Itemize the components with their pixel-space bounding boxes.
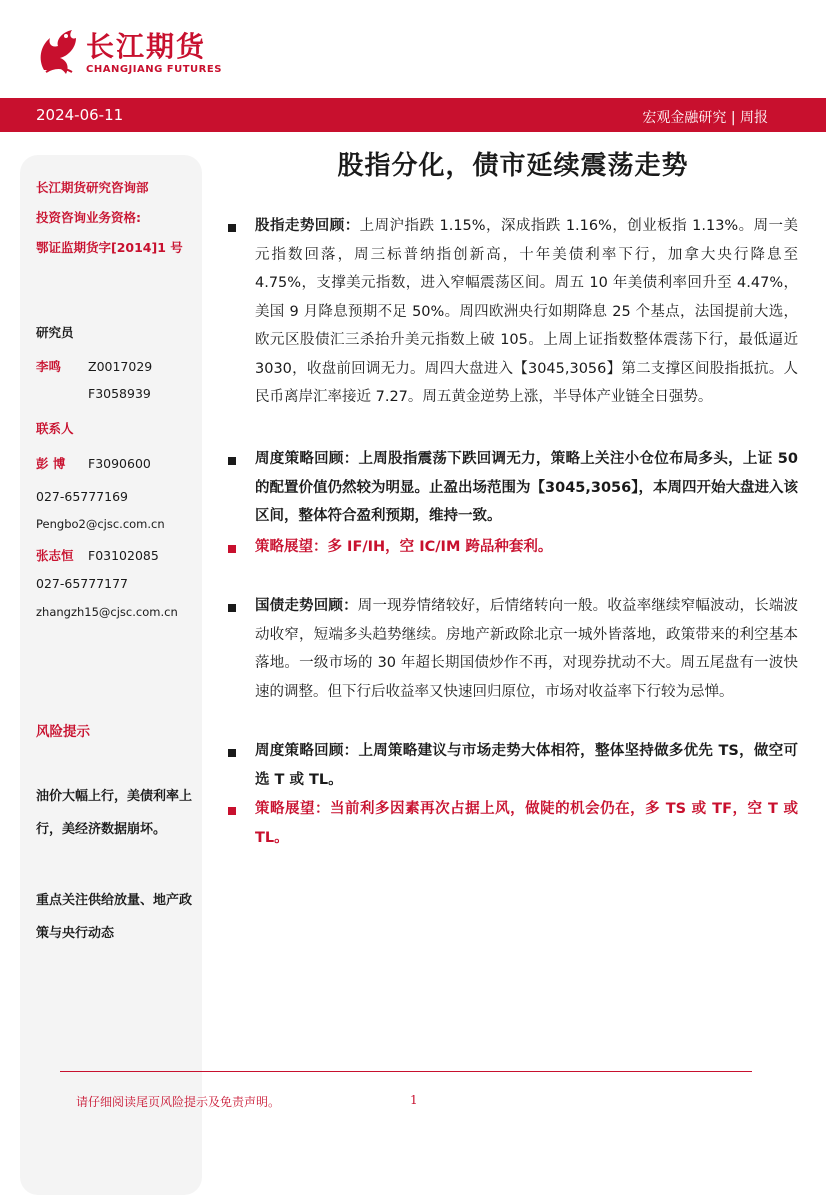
report-date: 2024-06-11: [36, 106, 124, 124]
footer-disclaimer: 请仔细阅读尾页风险提示及免责声明。: [76, 1095, 281, 1109]
contact1-email[interactable]: Pengbo2@cjsc.com.cn: [36, 517, 165, 531]
page-number: 1: [410, 1093, 418, 1107]
bond-review-text: 周一现券情绪较好，后情绪转向一般。收益率继续窄幅波动，长端波动收窄，短端多头趋势继续。房地产新政除北京一城外皆落地，政策带来的利空基本落地。一级市场的 30 年超长期国债炒作不再，对现券扰动不大。周五尾盘有一波快速的调整。但下行后收益率又快速回归原位，市场对收益率下行较为忌惮。: [255, 598, 798, 700]
contact1-phone: 027-65777169: [36, 489, 128, 504]
sidebar-qualification-no: 鄂证监期货字[2014]1 号: [36, 240, 183, 255]
bond-outlook-text: 策略展望：当前利多因素再次占据上风，做陡的机会仍在，多 TS 或 TF，空 T 或 TL。: [255, 801, 798, 846]
researcher-label: 研究员: [36, 325, 74, 340]
contact1-id: F3090600: [88, 456, 151, 471]
contact2-name: 张志恒: [36, 548, 74, 563]
brand-name-en: CHANGJIANG FUTURES: [86, 64, 222, 75]
report-title: 股指分化，债市延续震荡走势: [337, 151, 689, 181]
report-category: 宏观金融研究 | 周报: [642, 110, 768, 126]
square-bullet-icon: [228, 749, 236, 757]
square-bullet-icon: [228, 224, 236, 232]
dragon-logo-icon: [36, 26, 80, 78]
footer-divider: [60, 1071, 752, 1072]
risk-item-1: 油价大幅上行，美债利率上行，美经济数据崩坏。: [36, 789, 193, 837]
researcher-name: 李鸣: [36, 359, 62, 374]
contact1-name: 彭 博: [36, 456, 66, 471]
square-bullet-icon: [228, 807, 236, 815]
equity-strategy-review: [228, 445, 798, 531]
bond-outlook: [228, 795, 798, 852]
risk-item-2: 重点关注供给放量、地产政策与央行动态: [36, 893, 193, 941]
bond-review: [228, 592, 798, 706]
brand-name-cn: 长江期货: [86, 30, 207, 63]
contact2-id: F03102085: [88, 548, 159, 563]
sidebar-qualification-label: 投资咨询业务资格:: [36, 210, 141, 225]
researcher-id-1: Z0017029: [88, 359, 153, 374]
equity-review-text: 上周沪指跌 1.15%，深成指跌 1.16%，创业板指 1.13%。周一美元指数回落，周三标普纳指创新高，十年美债利率下行，加拿大央行降息至 4.75%，支撑美元指数，进入窄幅震荡区间。周五 10 年美债利率回升至 4.47%，美国 9 月降息预期不足 50%。周四欧洲央行如期降息 25 个基点，法国提前大选，欧元区股债汇三杀抬升美元指数上破 105。上周上证指数整体震荡下行，最低逼近 3030，收盘前回调无力。周四大盘进入【3045,3056】第二支撑区间股指抵抗。人民币离岸汇率接近 7.27。周五黄金逆势上涨，半导体产业链全日强势。: [255, 218, 799, 405]
square-bullet-icon: [228, 604, 236, 612]
contact-label: 联系人: [36, 421, 74, 436]
square-bullet-icon: [228, 545, 236, 553]
equity-outlook: [228, 533, 798, 562]
equity-review: [228, 212, 798, 412]
equity-outlook-text: 策略展望：多 IF/IH，空 IC/IM 跨品种套利。: [255, 539, 553, 555]
equity-strategy-review-text: 周度策略回顾：上周股指震荡下跌回调无力，策略上关注小仓位布局多头，上证 50 的配置价值仍然较为明显。止盈出场范围为【3045,3056】，本周四开始大盘进入该区间，整体符合盈利预期，维持一致。: [255, 451, 798, 524]
bond-strategy-review-text: 周度策略回顾：上周策略建议与市场走势大体相符，整体坚持做多优先 TS，做空可选 T 或 TL。: [255, 743, 798, 788]
equity-review-lead: 股指走势回顾：: [255, 218, 360, 234]
sidebar-panel: [20, 155, 202, 1195]
bond-strategy-review: [228, 737, 798, 794]
risk-label: 风险提示: [36, 724, 90, 740]
researcher-id-2: F3058939: [88, 386, 151, 401]
bond-review-lead: 国债走势回顾：: [255, 598, 358, 614]
sidebar-org: 长江期货研究咨询部: [36, 180, 149, 195]
square-bullet-icon: [228, 457, 236, 465]
contact2-email[interactable]: zhangzh15@cjsc.com.cn: [36, 605, 178, 619]
company-logo: [36, 26, 256, 80]
contact2-phone: 027-65777177: [36, 576, 128, 591]
header-bar: [0, 98, 826, 132]
